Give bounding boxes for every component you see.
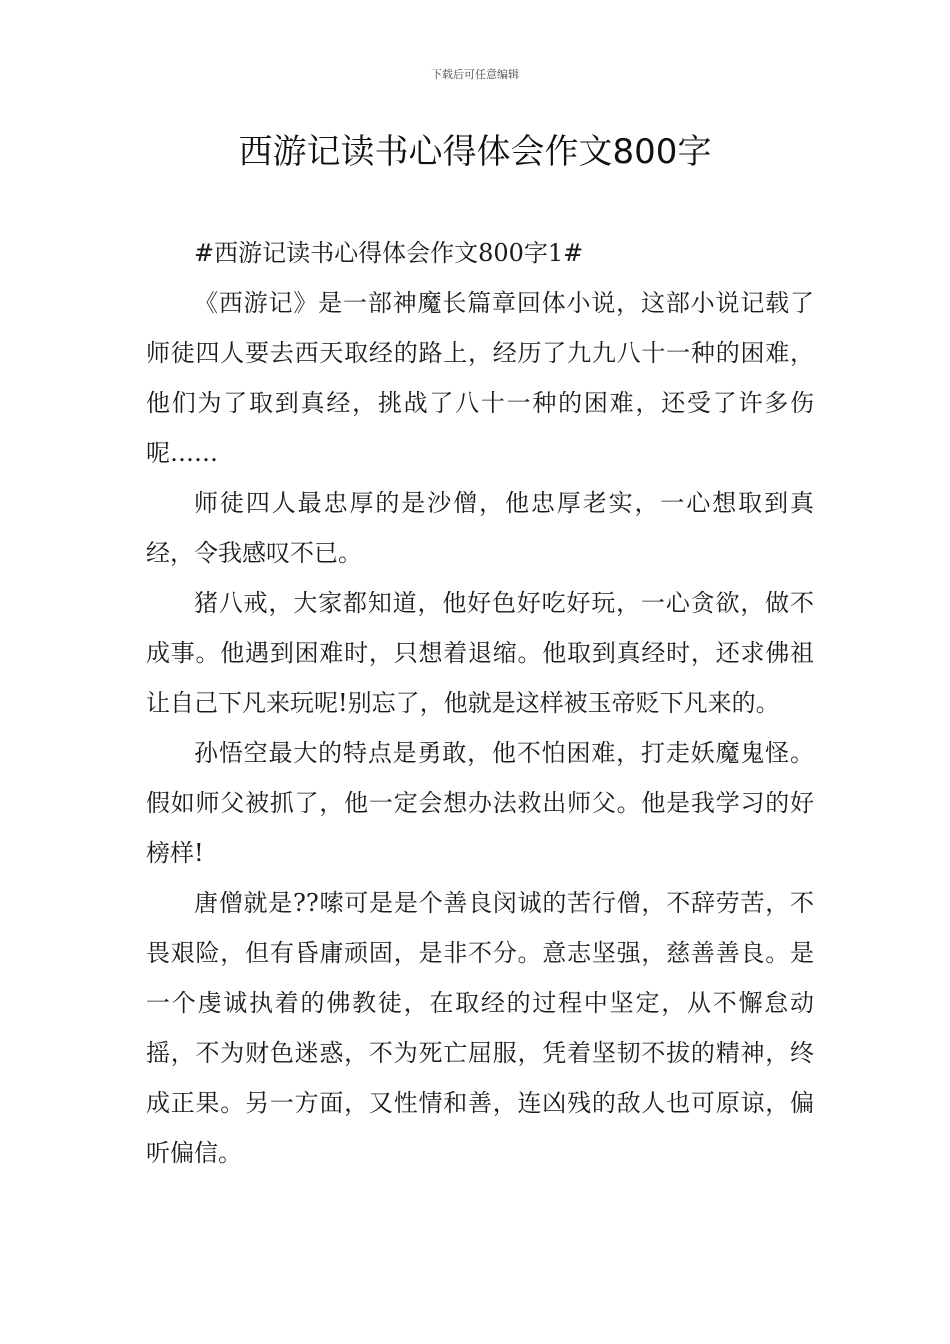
paragraph-sun-wukong: 孙悟空最大的特点是勇敢，他不怕困难，打走妖魔鬼怪。假如师父被抓了，他一定会想办法救出师父。他是我学习的好榜样! bbox=[146, 739, 814, 867]
section-heading: #西游记读书心得体会作文800字1# bbox=[194, 239, 584, 267]
paragraph-tang-seng: 唐僧就是??嗦可是是个善良闵诚的苦行僧，不辞劳苦，不畏艰险，但有昏庸顽固，是非不分。意志坚强，慈善善良。是一个虔诚执着的佛教徒，在取经的过程中坚定，从不懈怠动摇，不为财色迷惑，不为死亡屈服，凭着坚韧不拔的精神，终成正果。另一方面，又性情和善，连凶残的敌人也可原谅，偏听偏信。 bbox=[146, 889, 814, 1167]
paragraph-zhu-bajie: 猪八戒，大家都知道，他好色好吃好玩，一心贪欲，做不成事。他遇到困难时，只想着退缩。他取到真经时，还求佛祖让自己下凡来玩呢!别忘了，他就是这样被玉帝贬下凡来的。 bbox=[146, 589, 814, 717]
document-body bbox=[146, 228, 814, 1178]
paragraph-intro: 《西游记》是一部神魔长篇章回体小说，这部小说记载了师徒四人要去西天取经的路上，经历了九九八十一种的困难，他们为了取到真经，挑战了八十一种的困难，还受了许多伤呢…… bbox=[146, 289, 814, 467]
document-title: 西游记读书心得体会作文800字 bbox=[238, 132, 712, 172]
paragraph-sha-seng: 师徒四人最忠厚的是沙僧，他忠厚老实，一心想取到真经，令我感叹不已。 bbox=[146, 489, 814, 567]
page-header-note: 下载后可任意编辑 bbox=[431, 68, 519, 81]
